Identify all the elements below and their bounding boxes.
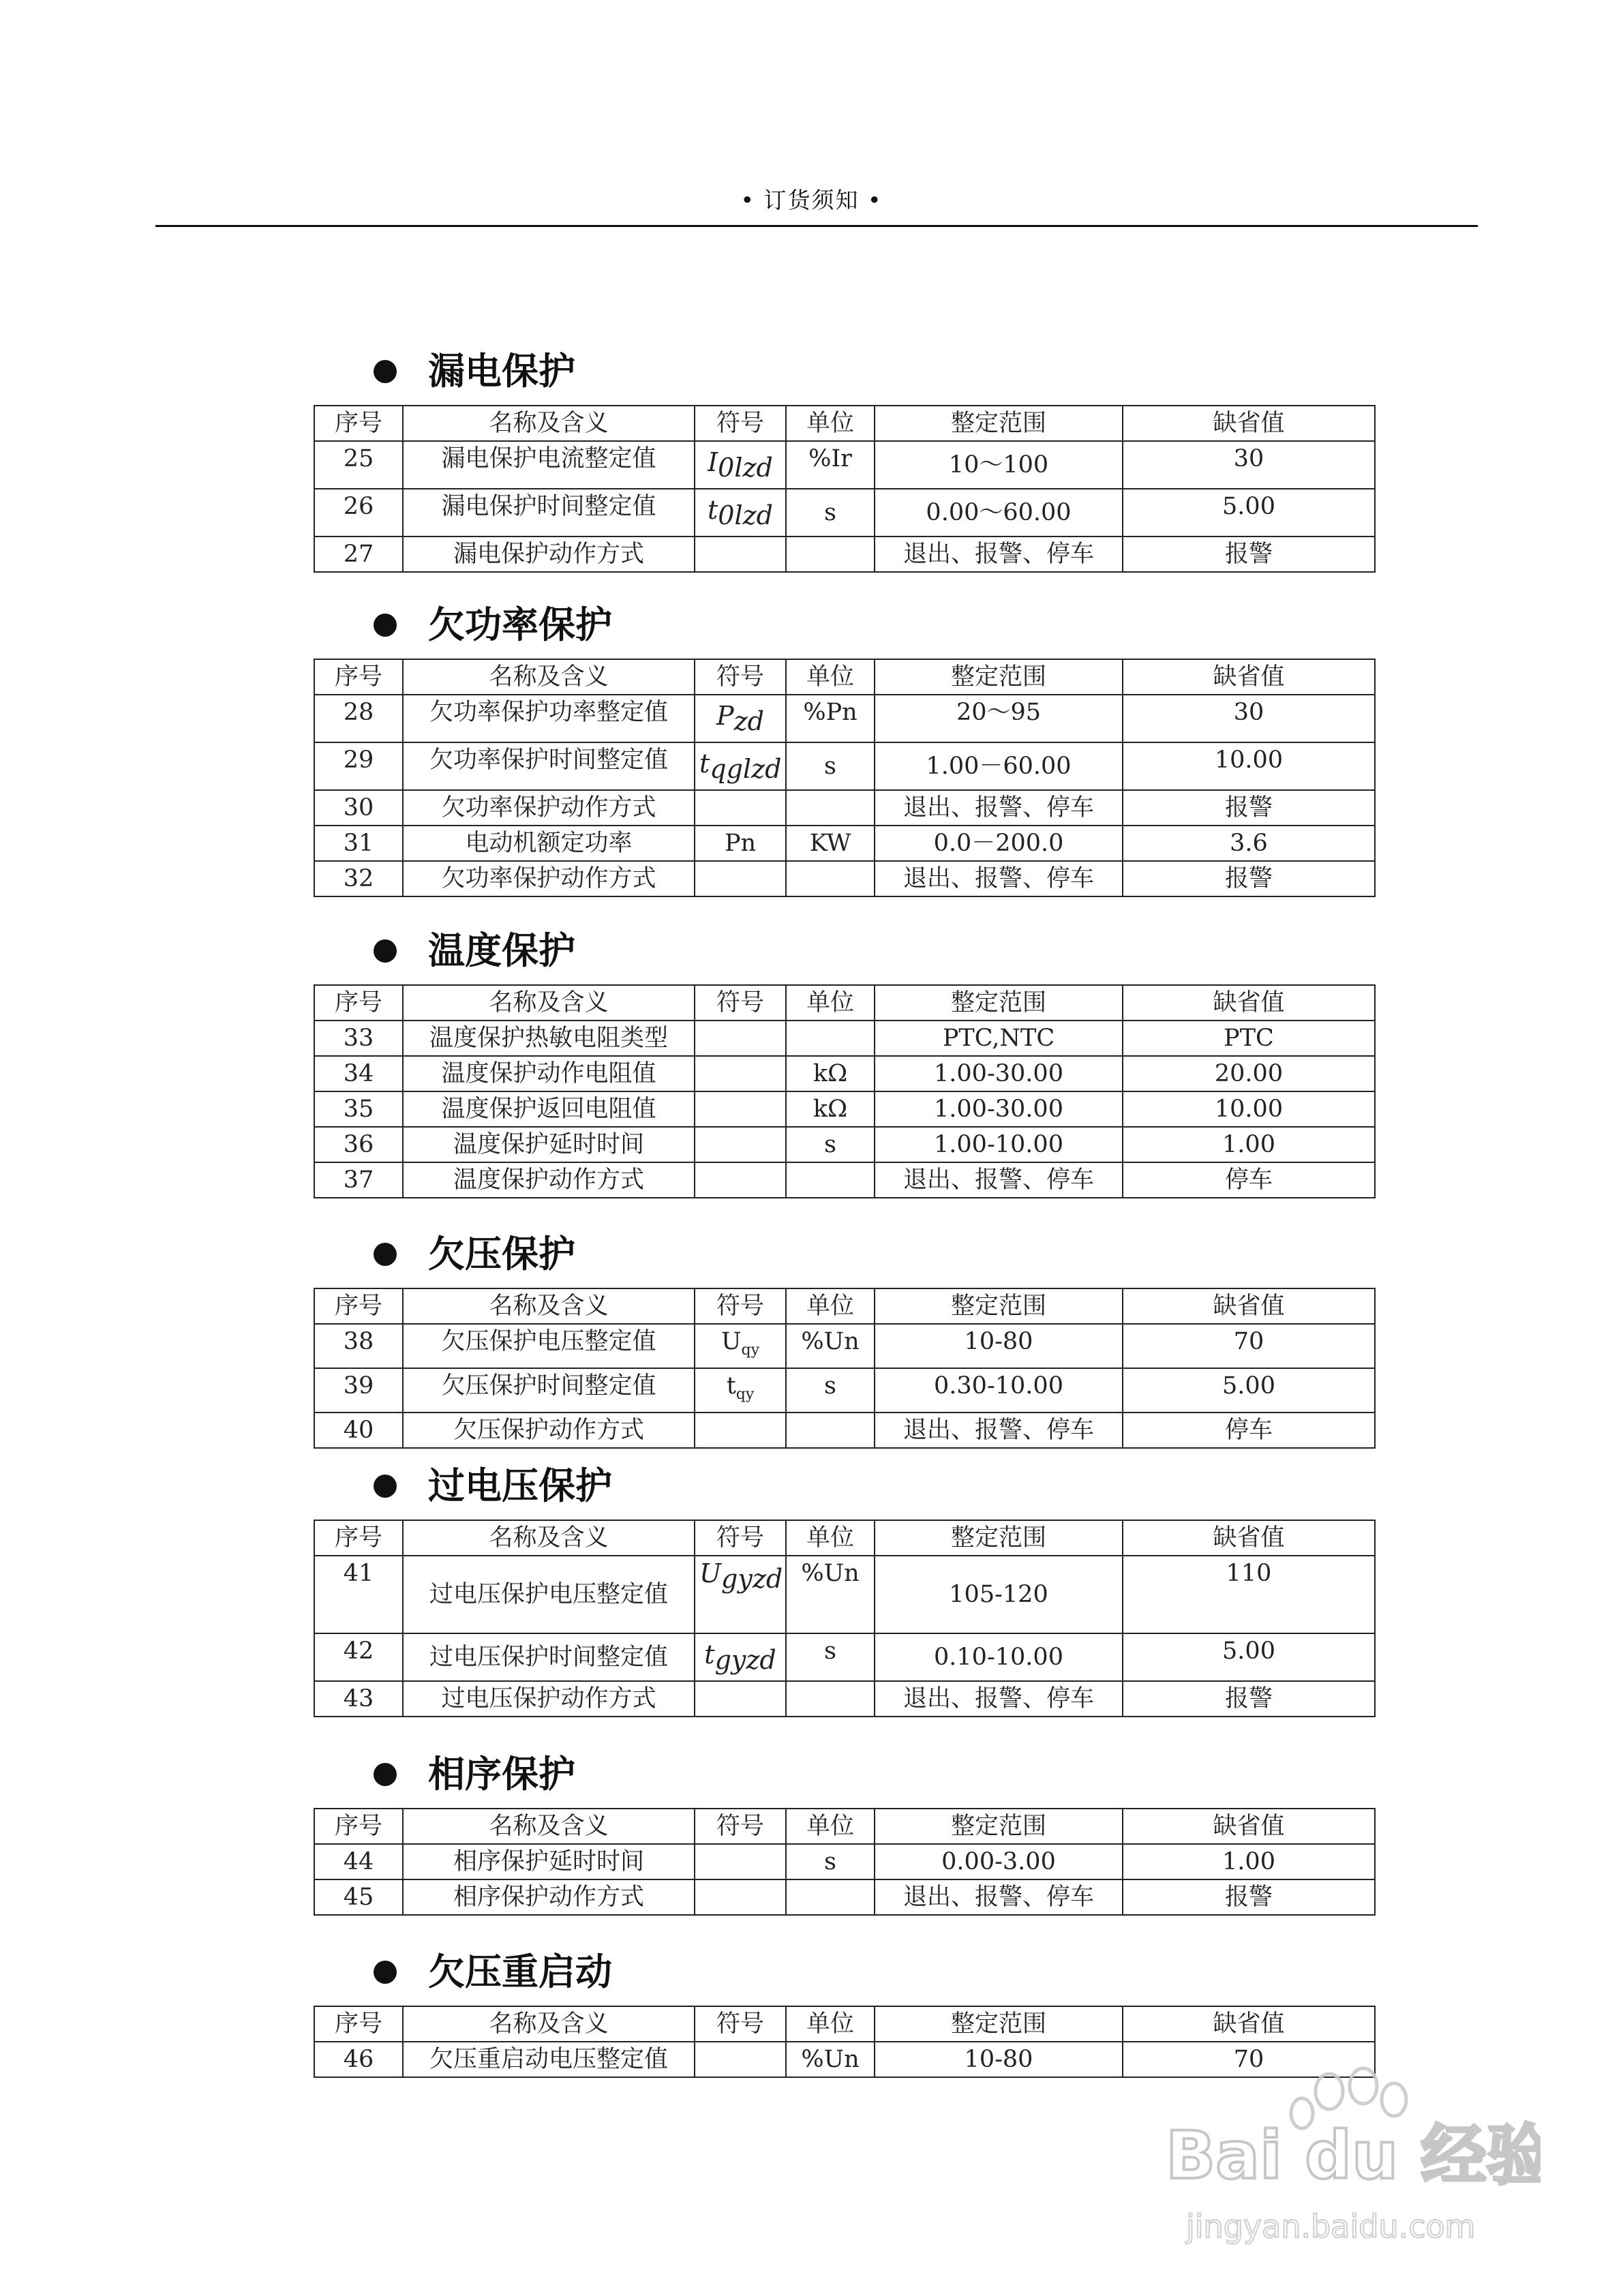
cell-symbol	[695, 790, 786, 826]
col-header-default: 缺省值	[1123, 1520, 1375, 1556]
cell-default: 30	[1123, 441, 1375, 489]
cell-symbol	[695, 1681, 786, 1717]
cell-name: 温度保护动作方式	[403, 1162, 695, 1198]
cell-symbol	[695, 742, 786, 790]
col-header-range: 整定范围	[875, 1809, 1123, 1844]
col-header-default: 缺省值	[1123, 1809, 1375, 1844]
cell-no: 43	[314, 1681, 403, 1717]
col-header-range: 整定范围	[875, 1288, 1123, 1324]
cell-symbol	[695, 489, 786, 537]
section-title-text: 欠压保护	[428, 1233, 575, 1275]
bullet-icon	[374, 614, 397, 637]
col-header-default: 缺省值	[1123, 406, 1375, 441]
section-title-text: 欠压重启动	[428, 1950, 612, 1993]
section-title	[314, 334, 1374, 395]
cell-range: 退出、报警、停车	[875, 861, 1123, 896]
cell-unit: s	[786, 489, 875, 537]
table-header-row	[314, 985, 1375, 1021]
col-header-unit: 单位	[786, 1520, 875, 1556]
cell-no: 34	[314, 1056, 403, 1091]
cell-no: 41	[314, 1556, 403, 1633]
cell-range: 退出、报警、停车	[875, 790, 1123, 826]
cell-symbol	[695, 861, 786, 896]
table-header-row	[314, 1288, 1375, 1324]
section-title-text: 欠功率保护	[428, 603, 612, 646]
cell-unit: s	[786, 742, 875, 790]
section-title-text: 相序保护	[428, 1753, 575, 1796]
table-row	[314, 1091, 1375, 1127]
cell-unit: s	[786, 1844, 875, 1879]
bullet-icon	[374, 1243, 397, 1266]
cell-no: 32	[314, 861, 403, 896]
section-underpower-protection	[314, 588, 1374, 897]
section-title	[314, 1737, 1374, 1798]
col-header-no: 序号	[314, 1520, 403, 1556]
cell-default: 30	[1123, 695, 1375, 742]
cell-name: 欠功率保护动作方式	[403, 790, 695, 826]
cell-default: 停车	[1123, 1162, 1375, 1198]
symbol-main: P	[716, 701, 734, 731]
symbol-main: U	[721, 1328, 742, 1355]
cell-no: 35	[314, 1091, 403, 1127]
cell-no: 27	[314, 537, 403, 572]
section-undervoltage-protection	[314, 1217, 1374, 1449]
cell-range: 0.00～60.00	[875, 489, 1123, 537]
col-header-name: 名称及含义	[403, 2006, 695, 2042]
cell-name: 欠功率保护时间整定值	[403, 742, 695, 790]
cell-range: 退出、报警、停车	[875, 1162, 1123, 1198]
table-row	[314, 742, 1375, 790]
cell-range: 10～100	[875, 441, 1123, 489]
cell-no: 38	[314, 1324, 403, 1368]
cell-range: 退出、报警、停车	[875, 1879, 1123, 1915]
cell-unit: s	[786, 1368, 875, 1413]
cell-default: PTC	[1123, 1021, 1375, 1056]
table-row	[314, 1633, 1375, 1681]
col-header-default: 缺省值	[1123, 985, 1375, 1021]
watermark-brand: Bai du 经验	[1166, 2117, 1541, 2194]
section-title-text: 漏电保护	[428, 350, 575, 393]
cell-no: 30	[314, 790, 403, 826]
col-header-symbol: 符号	[695, 659, 786, 695]
cell-name: 欠压保护时间整定值	[403, 1368, 695, 1413]
cell-unit: kΩ	[786, 1091, 875, 1127]
cell-symbol	[695, 1091, 786, 1127]
bullet-icon	[374, 1961, 397, 1984]
section-title-text: 温度保护	[428, 929, 575, 972]
cell-default: 报警	[1123, 861, 1375, 896]
cell-name: 过电压保护电压整定值	[403, 1556, 695, 1633]
col-header-symbol: 符号	[695, 2006, 786, 2042]
cell-symbol	[695, 1844, 786, 1879]
cell-default: 报警	[1123, 1681, 1375, 1717]
table-row	[314, 861, 1375, 896]
cell-default: 报警	[1123, 1879, 1375, 1915]
cell-no: 28	[314, 695, 403, 742]
symbol-subscript: qy	[735, 1386, 755, 1403]
section-title	[314, 1935, 1374, 1996]
cell-default: 10.00	[1123, 742, 1375, 790]
table-row	[314, 1413, 1375, 1448]
cell-name: 欠功率保护动作方式	[403, 861, 695, 896]
cell-unit: %Un	[786, 1324, 875, 1368]
bullet-icon	[374, 939, 397, 963]
symbol-subscript: qy	[741, 1342, 759, 1359]
cell-default: 5.00	[1123, 1368, 1375, 1413]
col-header-range: 整定范围	[875, 2006, 1123, 2042]
cell-range: PTC,NTC	[875, 1021, 1123, 1056]
col-header-no: 序号	[314, 1809, 403, 1844]
cell-symbol	[695, 1127, 786, 1162]
cell-unit: %Ir	[786, 441, 875, 489]
cell-unit	[786, 1413, 875, 1448]
cell-symbol	[695, 2042, 786, 2077]
col-header-symbol: 符号	[695, 985, 786, 1021]
symbol-subscript: gyzd	[714, 1645, 776, 1675]
table-row	[314, 441, 1375, 489]
paw-icon	[1159, 2059, 1541, 2263]
table-row	[314, 537, 1375, 572]
cell-unit	[786, 537, 875, 572]
cell-symbol	[695, 1556, 786, 1633]
bullet-icon	[374, 1763, 397, 1786]
cell-name: 欠功率保护功率整定值	[403, 695, 695, 742]
cell-range: 0.0－200.0	[875, 826, 1123, 861]
table-header-row	[314, 1809, 1375, 1844]
cell-unit: s	[786, 1633, 875, 1681]
table-header-row	[314, 1520, 1375, 1556]
cell-default: 1.00	[1123, 1844, 1375, 1879]
section-overvoltage-protection	[314, 1449, 1374, 1717]
cell-range: 0.10-10.00	[875, 1633, 1123, 1681]
cell-default: 5.00	[1123, 489, 1375, 537]
cell-default: 报警	[1123, 537, 1375, 572]
cell-default: 3.6	[1123, 826, 1375, 861]
settings-table	[314, 1808, 1376, 1916]
col-header-range: 整定范围	[875, 1520, 1123, 1556]
cell-unit	[786, 1162, 875, 1198]
col-header-symbol: 符号	[695, 406, 786, 441]
cell-default: 报警	[1123, 790, 1375, 826]
symbol-main: I	[708, 447, 718, 477]
cell-default: 70	[1123, 2042, 1375, 2077]
cell-name: 过电压保护动作方式	[403, 1681, 695, 1717]
cell-no: 29	[314, 742, 403, 790]
settings-table	[314, 984, 1376, 1198]
symbol-subscript: qglzd	[710, 754, 782, 784]
cell-no: 33	[314, 1021, 403, 1056]
cell-range: 0.30-10.00	[875, 1368, 1123, 1413]
symbol-subscript: 0lzd	[718, 453, 773, 483]
settings-table	[314, 659, 1376, 897]
table-header-row	[314, 659, 1375, 695]
cell-default: 10.00	[1123, 1091, 1375, 1127]
cell-no: 42	[314, 1633, 403, 1681]
section-leakage-protection	[314, 334, 1374, 573]
cell-symbol	[695, 1368, 786, 1413]
cell-symbol	[695, 537, 786, 572]
table-row	[314, 1556, 1375, 1633]
cell-name: 电动机额定功率	[403, 826, 695, 861]
section-title	[314, 913, 1374, 975]
col-header-name: 名称及含义	[403, 1809, 695, 1844]
cell-no: 44	[314, 1844, 403, 1879]
cell-range: 105-120	[875, 1556, 1123, 1633]
cell-no: 46	[314, 2042, 403, 2077]
col-header-name: 名称及含义	[403, 1288, 695, 1324]
cell-default: 110	[1123, 1556, 1375, 1633]
col-header-unit: 单位	[786, 659, 875, 695]
table-row	[314, 1879, 1375, 1915]
table-row	[314, 826, 1375, 861]
cell-name: 欠压保护电压整定值	[403, 1324, 695, 1368]
section-title	[314, 588, 1374, 649]
cell-unit	[786, 1021, 875, 1056]
table-row	[314, 1162, 1375, 1198]
table-row	[314, 1681, 1375, 1717]
col-header-symbol: 符号	[695, 1520, 786, 1556]
table-header-row	[314, 406, 1375, 441]
symbol-main: t	[726, 1372, 736, 1400]
section-title	[314, 1217, 1374, 1278]
col-header-range: 整定范围	[875, 659, 1123, 695]
cell-range: 0.00-3.00	[875, 1844, 1123, 1879]
cell-no: 45	[314, 1879, 403, 1915]
table-row	[314, 1056, 1375, 1091]
col-header-unit: 单位	[786, 1809, 875, 1844]
col-header-no: 序号	[314, 2006, 403, 2042]
col-header-default: 缺省值	[1123, 1288, 1375, 1324]
col-header-symbol: 符号	[695, 1809, 786, 1844]
col-header-default: 缺省值	[1123, 2006, 1375, 2042]
settings-table	[314, 405, 1376, 573]
col-header-no: 序号	[314, 1288, 403, 1324]
cell-name: 温度保护热敏电阻类型	[403, 1021, 695, 1056]
cell-range: 1.00-30.00	[875, 1056, 1123, 1091]
cell-name: 温度保护延时时间	[403, 1127, 695, 1162]
col-header-range: 整定范围	[875, 406, 1123, 441]
cell-default: 20.00	[1123, 1056, 1375, 1091]
cell-unit	[786, 790, 875, 826]
symbol-main: t	[708, 495, 718, 525]
section-undervoltage-restart	[314, 1935, 1374, 2078]
cell-unit: %Un	[786, 2042, 875, 2077]
cell-symbol	[695, 441, 786, 489]
table-row	[314, 1324, 1375, 1368]
col-header-unit: 单位	[786, 1288, 875, 1324]
table-row	[314, 790, 1375, 826]
baidu-jingyan-watermark	[1159, 2059, 1541, 2263]
cell-symbol	[695, 1056, 786, 1091]
table-row	[314, 1127, 1375, 1162]
cell-unit: s	[786, 1127, 875, 1162]
cell-no: 31	[314, 826, 403, 861]
cell-no: 40	[314, 1413, 403, 1448]
col-header-no: 序号	[314, 406, 403, 441]
cell-no: 37	[314, 1162, 403, 1198]
cell-symbol	[695, 1162, 786, 1198]
cell-default: 停车	[1123, 1413, 1375, 1448]
col-header-unit: 单位	[786, 985, 875, 1021]
table-row	[314, 1844, 1375, 1879]
col-header-unit: 单位	[786, 2006, 875, 2042]
col-header-range: 整定范围	[875, 985, 1123, 1021]
symbol-subscript: zd	[733, 706, 764, 736]
cell-range: 退出、报警、停车	[875, 1681, 1123, 1717]
cell-name: 相序保护延时时间	[403, 1844, 695, 1879]
cell-no: 39	[314, 1368, 403, 1413]
cell-range: 1.00-30.00	[875, 1091, 1123, 1127]
cell-name: 温度保护动作电阻值	[403, 1056, 695, 1091]
cell-name: 欠压保护动作方式	[403, 1413, 695, 1448]
section-temperature-protection	[314, 913, 1374, 1198]
cell-default: 70	[1123, 1324, 1375, 1368]
cell-range: 10-80	[875, 1324, 1123, 1368]
cell-range: 1.00－60.00	[875, 742, 1123, 790]
header-rule	[155, 225, 1478, 227]
cell-symbol: Pn	[695, 826, 786, 861]
section-phase-sequence-protection	[314, 1737, 1374, 1916]
cell-default: 1.00	[1123, 1127, 1375, 1162]
cell-default: 5.00	[1123, 1633, 1375, 1681]
cell-symbol	[695, 1879, 786, 1915]
col-header-no: 序号	[314, 659, 403, 695]
cell-name: 过电压保护时间整定值	[403, 1633, 695, 1681]
section-title	[314, 1449, 1374, 1510]
cell-unit: %Pn	[786, 695, 875, 742]
cell-no: 26	[314, 489, 403, 537]
cell-name: 欠压重启动电压整定值	[403, 2042, 695, 2077]
col-header-name: 名称及含义	[403, 1520, 695, 1556]
settings-table	[314, 1288, 1376, 1449]
cell-unit: %Un	[786, 1556, 875, 1633]
cell-symbol	[695, 1021, 786, 1056]
col-header-unit: 单位	[786, 406, 875, 441]
settings-table	[314, 1520, 1376, 1717]
table-row	[314, 489, 1375, 537]
cell-name: 温度保护返回电阻值	[403, 1091, 695, 1127]
cell-no: 25	[314, 441, 403, 489]
col-header-name: 名称及含义	[403, 406, 695, 441]
cell-range: 10-80	[875, 2042, 1123, 2077]
col-header-name: 名称及含义	[403, 985, 695, 1021]
table-row	[314, 1368, 1375, 1413]
cell-unit: kΩ	[786, 1056, 875, 1091]
cell-symbol	[695, 695, 786, 742]
cell-unit	[786, 1681, 875, 1717]
table-header-row	[314, 2006, 1375, 2042]
col-header-name: 名称及含义	[403, 659, 695, 695]
cell-unit: KW	[786, 826, 875, 861]
cell-symbol	[695, 1633, 786, 1681]
cell-symbol	[695, 1324, 786, 1368]
table-row	[314, 1021, 1375, 1056]
table-row	[314, 695, 1375, 742]
bullet-icon	[374, 1475, 397, 1498]
symbol-main: t	[699, 749, 710, 779]
cell-unit	[786, 1879, 875, 1915]
section-title-text: 过电压保护	[428, 1464, 612, 1507]
col-header-no: 序号	[314, 985, 403, 1021]
col-header-symbol: 符号	[695, 1288, 786, 1324]
page-header: • 订货须知 •	[740, 187, 883, 213]
cell-range: 退出、报警、停车	[875, 1413, 1123, 1448]
cell-name: 漏电保护时间整定值	[403, 489, 695, 537]
cell-range: 退出、报警、停车	[875, 537, 1123, 572]
cell-range: 20～95	[875, 695, 1123, 742]
cell-name: 相序保护动作方式	[403, 1879, 695, 1915]
symbol-subscript: 0lzd	[718, 500, 773, 530]
symbol-main: U	[699, 1558, 722, 1588]
watermark-url: jingyan.baidu.com	[1186, 2208, 1476, 2245]
cell-symbol	[695, 1413, 786, 1448]
bullet-icon	[374, 360, 397, 383]
symbol-main: t	[704, 1640, 715, 1670]
cell-unit	[786, 861, 875, 896]
cell-no: 36	[314, 1127, 403, 1162]
symbol-subscript: gyzd	[721, 1564, 783, 1594]
col-header-default: 缺省值	[1123, 659, 1375, 695]
cell-name: 漏电保护电流整定值	[403, 441, 695, 489]
cell-range: 1.00-10.00	[875, 1127, 1123, 1162]
cell-name: 漏电保护动作方式	[403, 537, 695, 572]
